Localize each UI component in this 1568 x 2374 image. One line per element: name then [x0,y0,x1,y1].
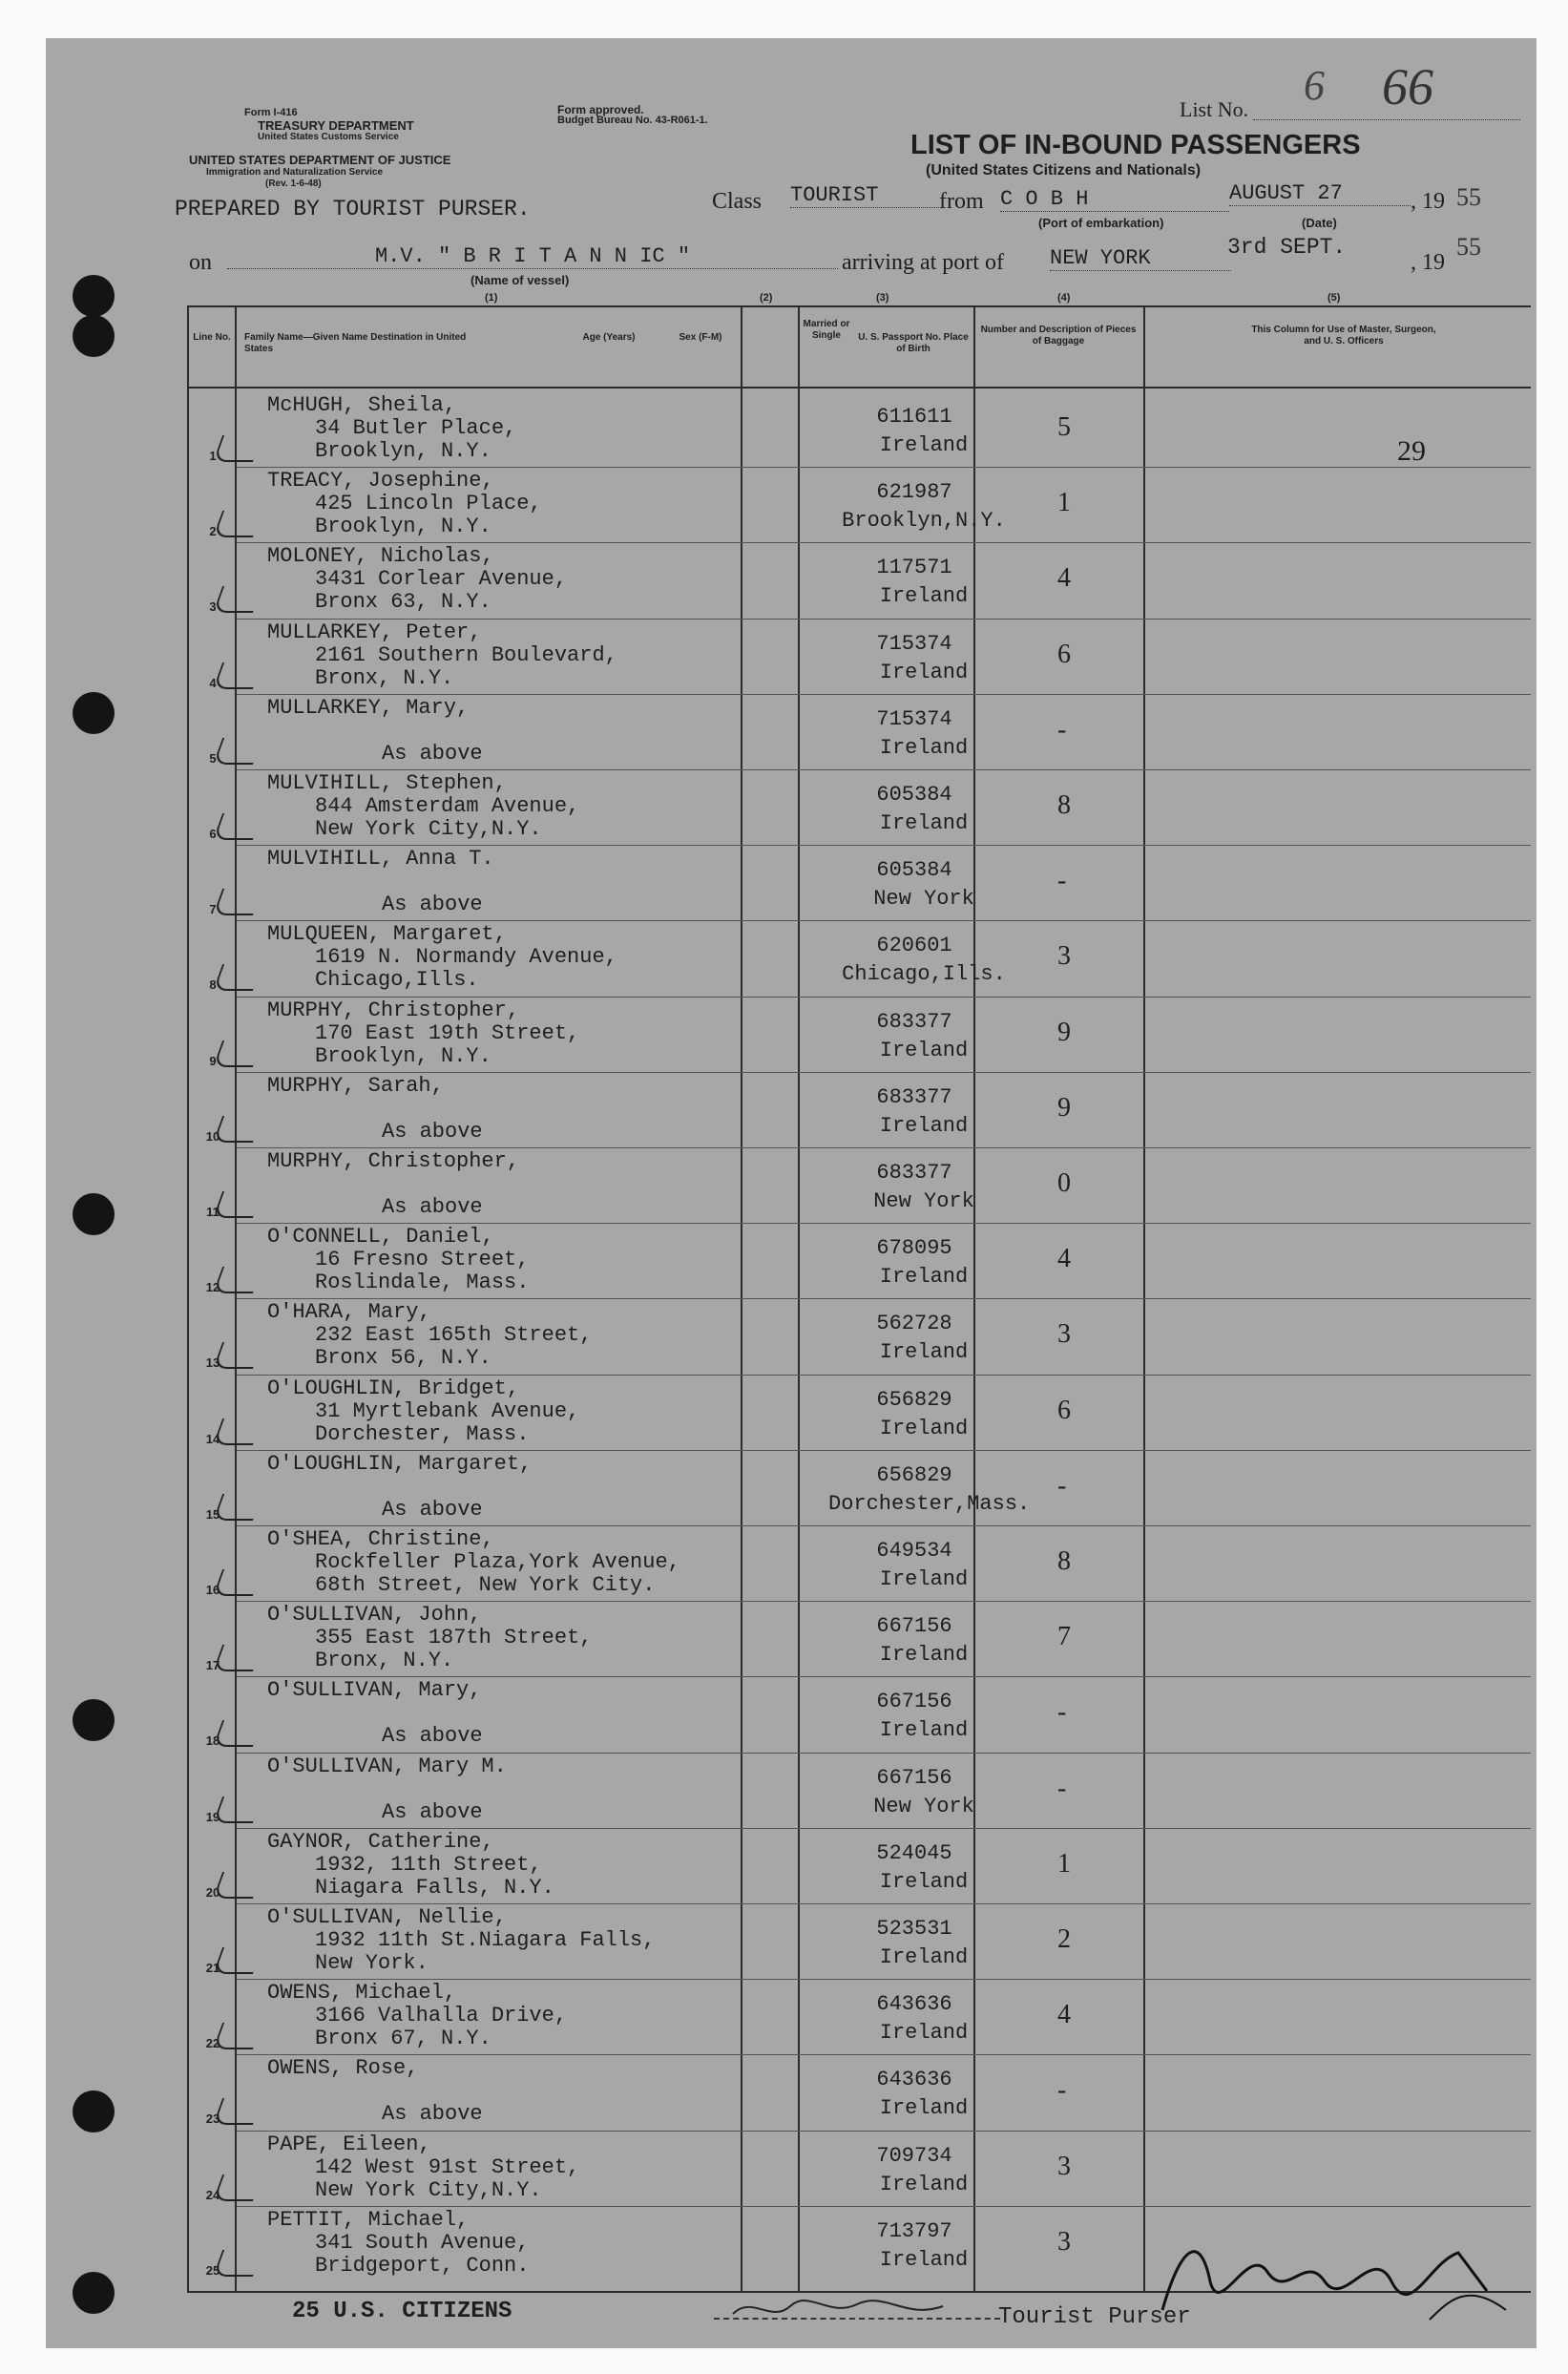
row-separator [237,467,1531,468]
line-number: 18 [205,1733,220,1749]
baggage-count: 6 [1057,1395,1071,1425]
passport-number: 643636 [876,2068,952,2092]
passenger-name: MULLARKEY, Peter, [267,620,482,644]
checkmark [213,586,262,613]
place-of-birth: Ireland [879,1869,969,1894]
passenger-name: O'SHEA, Christine, [267,1527,494,1551]
passenger-address-line1: 3431 Corlear Avenue, [315,567,568,592]
baggage-count: - [1057,1470,1067,1501]
passenger-name: O'SULLIVAN, Nellie, [267,1905,507,1929]
passenger-address-line2: As above [382,1195,483,1219]
from-value: C O B H [1000,187,1229,212]
passport-number: 713797 [876,2218,952,2243]
passport-number: 656829 [876,1462,952,1487]
row-separator [237,1525,1531,1526]
baggage-count: 2 [1057,1924,1071,1954]
place-of-birth: Ireland [879,2172,969,2196]
passenger-address-line2: As above [382,1497,483,1522]
form-number: Form I-416 [244,107,298,118]
passenger-address-line2: Chicago,Ills. [315,968,479,993]
passenger-address-line2: As above [382,1119,483,1144]
passenger-address-line1: 2161 Southern Boulevard, [315,642,617,667]
checkmark [213,2023,262,2049]
line-number: 4 [209,675,217,690]
budget-bureau: Budget Bureau No. 43-R061-1. [557,115,708,126]
date-caption: (Date) [1302,216,1337,230]
checkmark [213,2174,262,2201]
passenger-address-line1: 232 East 165th Street, [315,1323,593,1348]
checkmark [213,1947,262,1974]
checkmark [213,1191,262,1218]
checkmark [213,889,262,915]
baggage-count: 4 [1057,563,1071,594]
place-of-birth: New York [873,1794,974,1818]
passenger-address-line2: As above [382,2102,483,2127]
customs-service: United States Customs Service [258,132,399,142]
place-of-birth: Ireland [879,1643,969,1668]
punch-hole-1 [73,275,115,317]
checkmark [213,662,262,689]
passenger-address-line2: Bridgeport, Conn. [315,2253,530,2278]
passenger-address-line1: 3166 Valhalla Drive, [315,2004,568,2028]
officer-note: 29 [1397,435,1426,467]
line-number: 1 [209,449,217,463]
passenger-address-line2: Bronx 56, N.Y. [315,1346,491,1371]
from-label: from [939,189,984,214]
passenger-address-line2: Bronx, N.Y. [315,1649,454,1673]
checkmark [213,1040,262,1067]
checkmark [213,1796,262,1823]
passenger-address-line2: Brooklyn, N.Y. [315,515,491,539]
form-approved: Form approved. [557,103,644,116]
baggage-count: 5 [1057,412,1071,442]
row-separator [237,619,1531,620]
passport-number: 683377 [876,1084,952,1109]
row-separator [237,2054,1531,2055]
row-separator [237,1979,1531,1980]
line-number: 19 [205,1809,220,1824]
col-head-age: Age (Years) [582,332,636,343]
punch-hole-6 [73,2090,115,2132]
checkmark [213,1342,262,1369]
passport-number: 605384 [876,783,952,807]
passport-number: 683377 [876,1161,952,1185]
justice-department: UNITED STATES DEPARTMENT OF JUSTICE [189,153,451,167]
passport-number: 117571 [876,556,952,580]
line-number: 9 [209,1053,217,1068]
passenger-address-line1: 844 Amsterdam Avenue, [315,794,580,818]
passport-number: 667156 [876,1614,952,1639]
row-separator [237,920,1531,921]
baggage-count: 1 [1057,488,1071,518]
passenger-address-line2: As above [382,741,483,766]
passenger-name: MURPHY, Christopher, [267,998,520,1022]
passenger-address-line1: 16 Fresno Street, [315,1248,530,1272]
row-separator [237,1903,1531,1904]
passport-number: 523531 [876,1917,952,1941]
prepared-by: PREPARED BY TOURIST PURSER. [175,197,531,221]
row-separator [237,694,1531,695]
signature-role: Tourist Purser [998,2304,1191,2330]
baggage-count: 1 [1057,1848,1071,1879]
row-separator [237,845,1531,846]
revision-date: (Rev. 1-6-48) [265,179,322,189]
passenger-name: O'SULLIVAN, John, [267,1603,482,1628]
port-embark-caption: (Port of embarkation) [1038,216,1164,230]
row-separator [237,542,1531,543]
place-of-birth: Ireland [879,1567,969,1591]
baggage-count: 0 [1057,1168,1071,1198]
passenger-address-line2: As above [382,1724,483,1749]
place-of-birth: Ireland [879,1718,969,1743]
line-number: 6 [209,827,217,841]
checkmark [213,1494,262,1521]
officer-signature [1143,2224,1525,2329]
line-number: 24 [205,2187,220,2202]
passenger-name: O'SULLIVAN, Mary, [267,1678,482,1703]
passenger-name: PAPE, Eileen, [267,2132,431,2156]
passenger-name: MULVIHILL, Anna T. [267,847,494,872]
place-of-birth: Ireland [879,1340,969,1365]
col-head-officers: This Column for Use of Master, Surgeon, and U. S. Officers [1251,325,1436,347]
passenger-name: PETTIT, Michael, [267,2207,470,2232]
passenger-address-line1: Rockfeller Plaza,York Avenue, [315,1550,680,1574]
col-num-3: (3) [876,292,889,304]
place-of-birth: Ireland [879,2096,969,2121]
line-number: 12 [205,1280,220,1295]
passenger-name: MULLARKEY, Mary, [267,695,470,720]
baggage-count: - [1057,1697,1067,1728]
passport-number: 621987 [876,480,952,505]
punch-hole-2 [73,315,115,357]
passenger-address-line2: As above [382,1799,483,1824]
passenger-name: MOLONEY, Nicholas, [267,544,494,569]
line-number: 23 [205,2111,220,2127]
date-value: AUGUST 27 [1229,181,1411,206]
place-of-birth: Ireland [879,811,969,835]
purser-signature-scribble [714,2295,1000,2323]
passenger-name: O'LOUGHLIN, Margaret, [267,1451,533,1476]
punch-hole-7 [73,2272,115,2314]
place-of-birth: New York [873,887,974,912]
checkmark [213,435,262,462]
passenger-address-line1: 355 East 187th Street, [315,1626,593,1650]
checkmark [213,1267,262,1293]
passenger-address-line1: 170 East 19th Street, [315,1020,580,1045]
baggage-count: 4 [1057,1244,1071,1274]
checkmark [213,1872,262,1899]
col-head-baggage: Number and Description of Pieces of Baggage [980,325,1137,347]
col-num-4: (4) [1057,292,1071,304]
passport-number: 605384 [876,858,952,883]
passenger-address-line2: 68th Street, New York City. [315,1573,656,1597]
place-of-birth: New York [873,1189,974,1213]
baggage-count: 3 [1057,1319,1071,1350]
passenger-name: McHUGH, Sheila, [267,393,457,417]
manifest-sheet [46,38,1537,2348]
checkmark [213,964,262,991]
passenger-name: OWENS, Michael, [267,1981,457,2006]
baggage-count: 3 [1057,2151,1071,2181]
checkmark [213,813,262,840]
passenger-address-line2: Dorchester, Mass. [315,1421,530,1446]
place-of-birth: Ireland [879,1038,969,1062]
passenger-name: MURPHY, Sarah, [267,1073,444,1098]
row-separator [237,1072,1531,1073]
baggage-count: - [1057,866,1067,896]
passenger-address-line2: Bronx, N.Y. [315,665,454,690]
baggage-count: 8 [1057,1546,1071,1576]
line-number: 10 [205,1128,220,1144]
passenger-name: MURPHY, Christopher, [267,1149,520,1173]
arriving-port: NEW YORK [1050,246,1231,271]
arriving-label: arriving at port of [842,250,1004,275]
baggage-count: 3 [1057,941,1071,972]
class-label: Class [712,189,763,214]
punch-hole-4 [73,1193,115,1235]
baggage-count: 9 [1057,1017,1071,1047]
passenger-address-line2: New York City,N.Y. [315,2177,542,2202]
passport-number: 678095 [876,1236,952,1261]
passenger-name: OWENS, Rose, [267,2056,419,2081]
punch-hole-3 [73,692,115,734]
row-separator [237,2206,1531,2207]
passenger-name: GAYNOR, Catherine, [267,1829,494,1854]
passenger-name: TREACY, Josephine, [267,469,494,494]
line-number: 21 [205,1961,220,1975]
place-of-birth: Ireland [879,1265,969,1290]
list-no-label: List No. [1180,97,1249,121]
passport-number: 524045 [876,1840,952,1865]
passenger-address-line2: As above [382,893,483,917]
checkmark [213,2098,262,2125]
col-num-5: (5) [1328,292,1341,304]
passport-number: 715374 [876,706,952,731]
row-separator [237,2131,1531,2132]
on-label: on [189,250,212,275]
row-separator [237,1147,1531,1148]
passport-number: 562728 [876,1312,952,1336]
vessel-caption: (Name of vessel) [470,273,570,287]
page-title: LIST OF IN-BOUND PASSENGERS [910,130,1361,160]
line-number: 11 [206,1205,220,1219]
line-number: 13 [205,1355,220,1371]
line-number: 14 [205,1431,220,1446]
table-top-border [187,305,1531,307]
place-of-birth: Ireland [879,433,969,457]
line-number: 2 [209,524,217,539]
line-number: 16 [205,1583,220,1597]
passenger-address-line2: Roslindale, Mass. [315,1271,530,1295]
passenger-address-line1: 1619 N. Normandy Avenue, [315,945,617,970]
place-of-birth: Ireland [879,1113,969,1138]
citizen-total: 25 U.S. CITIZENS [292,2299,512,2324]
checkmark [213,1418,262,1445]
place-of-birth: Ireland [879,735,969,760]
passport-number: 667156 [876,1690,952,1714]
col-head-name: Family Name—Given Name Destination in United States [244,332,467,354]
passport-number: 709734 [876,2143,952,2168]
passport-number: 715374 [876,631,952,656]
passenger-address-line1: 31 Myrtlebank Avenue, [315,1398,580,1423]
line-number: 15 [205,1506,220,1522]
row-separator [237,997,1531,998]
checkmark [213,738,262,765]
col-num-2: (2) [760,292,773,304]
col-num-1: (1) [485,292,498,304]
place-of-birth: Ireland [879,2021,969,2046]
punch-hole-5 [73,1699,115,1741]
passenger-address-line2: Bronx 67, N.Y. [315,2027,491,2051]
baggage-count: - [1057,1773,1067,1803]
passenger-address-line2: New York City,N.Y. [315,817,542,841]
line-number: 20 [205,1884,220,1900]
passenger-address-line1: 1932 11th St.Niagara Falls, [315,1928,656,1952]
passenger-address-line2: Brooklyn, N.Y. [315,439,491,463]
passenger-name: O'HARA, Mary, [267,1300,431,1325]
row-separator [237,1298,1531,1299]
row-separator [237,1375,1531,1376]
place-of-birth: Ireland [879,1945,969,1969]
checkmark [213,1116,262,1143]
baggage-count: 6 [1057,639,1071,669]
passport-number: 620601 [876,934,952,958]
passport-number: 649534 [876,1539,952,1563]
year-2: 55 [1456,233,1481,261]
place-of-birth: Ireland [879,584,969,609]
row-separator [237,1450,1531,1451]
table-left-border [187,305,189,2293]
year-prefix-1: , 19 [1411,189,1445,214]
checkmark [213,1720,262,1747]
passenger-address-line1: 34 Butler Place, [315,416,517,440]
year-1: 55 [1456,183,1481,211]
place-of-birth: Ireland [879,1416,969,1440]
baggage-count: 9 [1057,1092,1071,1123]
checkmark [213,2250,262,2277]
baggage-count: - [1057,714,1067,745]
checkmark [213,1645,262,1671]
checkmark [213,1569,262,1596]
col-head-passport: U. S. Passport No. Place of Birth [858,332,969,354]
passenger-name: MULQUEEN, Margaret, [267,922,507,947]
place-of-birth: Ireland [879,2247,969,2272]
col-head-married: Married or Single [803,319,850,341]
table-header-border [187,387,1531,389]
passenger-address-line1: 142 West 91st Street, [315,2154,580,2179]
treasury-department: TREASURY DEPARTMENT [258,118,414,133]
line-number: 7 [209,902,217,917]
year-prefix-2: , 19 [1411,250,1445,275]
page-subtitle: (United States Citizens and Nationals) [926,162,1202,179]
baggage-count: - [1057,2075,1067,2106]
baggage-count: 4 [1057,2000,1071,2030]
place-of-birth: Chicago,Ills. [842,962,1006,987]
passenger-address-line2: Bronx 63, N.Y. [315,590,491,615]
row-separator [237,1753,1531,1754]
passenger-address-line2: Brooklyn, N.Y. [315,1043,491,1068]
passenger-name: O'LOUGHLIN, Bridget, [267,1376,520,1400]
place-of-birth: Ireland [879,660,969,684]
row-separator [237,769,1531,770]
col-head-line-no: Line No. [193,332,231,343]
line-number: 25 [205,2262,220,2278]
passport-number: 656829 [876,1387,952,1412]
list-number: 66 [1382,58,1433,116]
passport-number: 643636 [876,1992,952,2017]
line-number: 3 [209,599,217,615]
row-separator [237,1676,1531,1677]
passport-number: 683377 [876,1009,952,1034]
corner-mark: 6 [1304,62,1325,109]
row-separator [237,1828,1531,1829]
arrival-date: 3rd SEPT. [1227,235,1347,260]
line-number: 8 [209,977,217,993]
place-of-birth: Brooklyn,N.Y. [842,509,1006,534]
line-number: 5 [209,750,217,766]
checkmark [213,511,262,537]
baggage-count: 7 [1057,1622,1071,1652]
class-value: TOURIST [790,183,943,208]
vessel-name: M.V. " B R I T A N N IC " [227,244,838,269]
baggage-count: 3 [1057,2226,1071,2257]
passenger-address-line1: 341 South Avenue, [315,2230,530,2255]
passport-number: 667156 [876,1765,952,1790]
passenger-name: O'SULLIVAN, Mary M. [267,1754,507,1778]
row-separator [237,1223,1531,1224]
col-head-sex: Sex (F-M) [679,332,722,343]
immigration-service: Immigration and Naturalization Service [206,167,384,178]
row-separator [237,1601,1531,1602]
line-number: 17 [205,1658,220,1673]
passenger-name: MULVIHILL, Stephen, [267,771,507,795]
passenger-address-line1: 425 Lincoln Place, [315,492,542,516]
passenger-address-line2: New York. [315,1951,429,1975]
passenger-address-line2: Niagara Falls, N.Y. [315,1875,554,1900]
line-number: 22 [205,2036,220,2051]
purser-signature [714,2295,1000,2320]
passport-number: 611611 [876,405,952,429]
passenger-name: O'CONNELL, Daniel, [267,1225,494,1250]
baggage-count: 8 [1057,790,1071,820]
passenger-address-line1: 1932, 11th Street, [315,1852,542,1877]
place-of-birth: Dorchester,Mass. [828,1491,1031,1516]
